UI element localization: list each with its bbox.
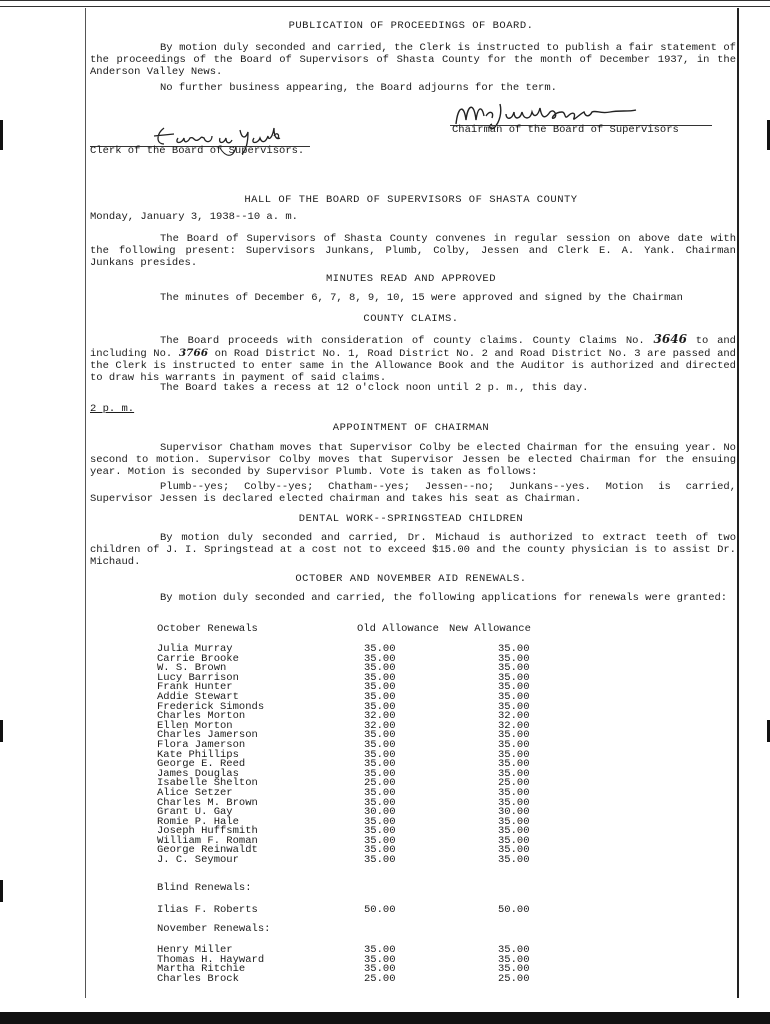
old-allowance: 35.00 xyxy=(364,729,396,742)
right-margin-rule xyxy=(737,8,739,998)
old-allowance: 35.00 xyxy=(364,953,396,966)
claims-text xyxy=(90,333,736,384)
renewal-name: Flora Jamerson xyxy=(157,738,246,751)
claims-text-c: on Road District No. 1, Road District No. 2 and Road District No. 3 are passed and the Clerk is instructed to enter same in the Allowance Book and the Auditor is authorized and directed to draw his warrants in payment of said claims. xyxy=(90,348,736,385)
new-allowance: 35.00 xyxy=(498,854,530,867)
old-allowance: 35.00 xyxy=(364,796,396,809)
renewal-name: W. S. Brown xyxy=(157,662,227,675)
pm-marker: 2 p. m. xyxy=(90,403,135,415)
old-allowance: 35.00 xyxy=(364,748,396,761)
claims-handwritten-number-2: 3766 xyxy=(178,347,209,360)
renewal-name: Romie P. Hale xyxy=(157,815,239,828)
col-header-new: New Allowance xyxy=(449,623,531,635)
adjourn-text: No further business appearing, the Board adjourns for the term. xyxy=(160,82,557,94)
new-allowance: 25.00 xyxy=(498,972,530,985)
old-allowance: 35.00 xyxy=(364,844,396,857)
old-allowance: 35.00 xyxy=(364,854,396,867)
renewal-name: Ilias F. Roberts xyxy=(157,904,258,916)
claims-handwritten-number: 3646 xyxy=(653,332,687,346)
old-allowance: 35.00 xyxy=(364,671,396,684)
new-allowance: 35.00 xyxy=(498,844,530,857)
chairman-text xyxy=(90,442,736,478)
publication-text xyxy=(90,42,736,78)
renewal-name: Charles Brock xyxy=(157,972,239,985)
claims-text-b: to and including No. xyxy=(90,335,736,361)
new-allowance: 35.00 xyxy=(498,748,530,761)
old-allowance: 35.00 xyxy=(364,690,396,703)
november-heading: November Renewals: xyxy=(157,923,271,935)
renewal-name: Grant U. Gay xyxy=(157,806,233,819)
old-allowance: 35.00 xyxy=(364,662,396,675)
chairman-heading: APPOINTMENT OF CHAIRMAN xyxy=(332,422,490,434)
new-allowance: 35.00 xyxy=(498,671,530,684)
renewal-name: Carrie Brooke xyxy=(157,652,239,665)
binding-mark xyxy=(0,880,3,902)
new-allowance: 35.00 xyxy=(498,963,530,976)
publication-heading: PUBLICATION OF PROCEEDINGS OF BOARD. xyxy=(288,20,534,32)
old-allowance: 32.00 xyxy=(364,719,396,732)
new-allowance: 35.00 xyxy=(498,738,530,751)
new-allowance: 35.00 xyxy=(498,681,530,694)
col-header-old: Old Allowance xyxy=(357,623,439,635)
new-allowance: 35.00 xyxy=(498,700,530,713)
binding-mark xyxy=(0,720,3,742)
renewal-name: William F. Roman xyxy=(157,834,258,847)
binding-mark xyxy=(0,120,3,150)
old-allowance: 35.00 xyxy=(364,825,396,838)
new-allowance: 35.00 xyxy=(498,690,530,703)
new-allowance: 35.00 xyxy=(498,662,530,675)
new-allowance: 35.00 xyxy=(498,758,530,771)
renewal-name: J. C. Seymour xyxy=(157,854,239,867)
renewal-name: George E. Reed xyxy=(157,758,246,771)
new-allowance: 35.00 xyxy=(498,953,530,966)
old-allowance: 50.00 xyxy=(364,904,396,916)
recess-text: The Board takes a recess at 12 o'clock noon until 2 p. m., this day. xyxy=(160,382,589,394)
new-allowance: 50.00 xyxy=(498,904,530,916)
new-allowance: 35.00 xyxy=(498,834,530,847)
renewal-name: Isabelle Shelton xyxy=(157,777,258,790)
old-allowance: 25.00 xyxy=(364,972,396,985)
new-allowance: 32.00 xyxy=(498,719,530,732)
renewal-name: Joseph Huffsmith xyxy=(157,825,258,838)
new-allowance: 35.00 xyxy=(498,825,530,838)
new-allowance: 35.00 xyxy=(498,767,530,780)
session-heading: HALL OF THE BOARD OF SUPERVISORS OF SHASTA COUNTY xyxy=(244,194,578,206)
minutes-text: The minutes of December 6, 7, 8, 9, 10, 15 were approved and signed by the Chairman xyxy=(160,292,683,304)
renewal-name: Alice Setzer xyxy=(157,786,233,799)
old-allowance: 35.00 xyxy=(364,786,396,799)
renewal-name: Frederick Simonds xyxy=(157,700,265,713)
chairman-text-body: Supervisor Chatham moves that Supervisor Colby be elected Chairman for the ensuing year. No second to motion. Supervisor Colby moves that Supervisor Jessen be elected Chairman for the ensuing year. Motion is seconded by Supervisor Plumb. Vote is taken as follows: xyxy=(90,442,736,479)
renewal-name: Charles Jamerson xyxy=(157,729,258,742)
new-allowance: 35.00 xyxy=(498,729,530,742)
old-allowance: 32.00 xyxy=(364,710,396,723)
new-allowance: 32.00 xyxy=(498,710,530,723)
renewal-name: Charles Morton xyxy=(157,710,246,723)
old-allowance: 35.00 xyxy=(364,700,396,713)
new-allowance: 35.00 xyxy=(498,796,530,809)
old-allowance: 35.00 xyxy=(364,652,396,665)
renewal-name: Henry Miller xyxy=(157,944,233,956)
old-allowance: 35.00 xyxy=(364,681,396,694)
renewal-name: Thomas H. Hayward xyxy=(157,953,265,966)
session-text-body: The Board of Supervisors of Shasta County convenes in regular session on above date with the following present: Supervisors Junkans, Plumb, Colby, Jessen and Clerk E. A. Yank. Chairman Junkans presides. xyxy=(90,233,736,270)
renewal-name: Martha Ritchie xyxy=(157,963,246,976)
minutes-heading: MINUTES READ AND APPROVED xyxy=(325,273,497,285)
aid-text-body: By motion duly seconded and carried, the following applications for renewals were granted: xyxy=(160,592,728,604)
session-text xyxy=(90,233,736,269)
renewal-name: Julia Murray xyxy=(157,643,233,655)
old-allowance: 35.00 xyxy=(364,963,396,976)
left-margin-rule xyxy=(85,8,86,998)
renewal-name: Addie Stewart xyxy=(157,690,239,703)
renewal-name: Frank Hunter xyxy=(157,681,233,694)
dental-heading: DENTAL WORK--SPRINGSTEAD CHILDREN xyxy=(298,513,524,525)
renewal-name: George Reinwaldt xyxy=(157,844,258,857)
new-allowance: 25.00 xyxy=(498,777,530,790)
aid-heading: OCTOBER AND NOVEMBER AID RENEWALS. xyxy=(295,573,527,585)
old-allowance: 35.00 xyxy=(364,767,396,780)
clerk-caption: Clerk of the Board of Supervisors. xyxy=(90,145,305,157)
vote-text xyxy=(90,481,736,505)
old-allowance: 35.00 xyxy=(364,738,396,751)
blind-heading: Blind Renewals: xyxy=(157,882,252,894)
new-allowance: 35.00 xyxy=(498,944,530,956)
renewal-name: Lucy Barrison xyxy=(157,671,239,684)
page-bottom-border xyxy=(0,1012,770,1024)
publication-text-body: By motion duly seconded and carried, the Clerk is instructed to publish a fair statement of the proceedings of the Board of Supervisors of Shasta County for the month of December 1937, in the Anderson Valley News. xyxy=(90,42,736,79)
new-allowance: 35.00 xyxy=(498,786,530,799)
col-header-name: October Renewals xyxy=(157,623,258,635)
new-allowance: 35.00 xyxy=(498,815,530,828)
renewal-name: Charles M. Brown xyxy=(157,796,258,809)
old-allowance: 35.00 xyxy=(364,643,396,655)
new-allowance: 35.00 xyxy=(498,652,530,665)
dental-text-body: By motion duly seconded and carried, Dr. Michaud is authorized to extract teeth of two children of J. I. Springstead at a cost not to exceed $15.00 and the county physician is to assist Dr. Michaud. xyxy=(90,532,736,569)
renewal-name: Kate Phillips xyxy=(157,748,239,761)
new-allowance: 30.00 xyxy=(498,806,530,819)
aid-text xyxy=(90,592,736,604)
old-allowance: 35.00 xyxy=(364,758,396,771)
old-allowance: 35.00 xyxy=(364,815,396,828)
page-top-border xyxy=(0,0,770,7)
old-allowance: 30.00 xyxy=(364,806,396,819)
old-allowance: 35.00 xyxy=(364,834,396,847)
vote-text-body: Plumb--yes; Colby--yes; Chatham--yes; Jessen--no; Junkans--yes. Motion is carried, Supervisor Jessen is declared elected chairman and takes his seat as Chairman. xyxy=(90,481,736,506)
session-date: Monday, January 3, 1938--10 a. m. xyxy=(90,211,298,223)
chairman-caption: Chairman of the Board of Supervisors xyxy=(452,124,679,136)
old-allowance: 25.00 xyxy=(364,777,396,790)
claims-text-a: The Board proceeds with consideration of county claims. County Claims No. xyxy=(160,335,645,347)
new-allowance: 35.00 xyxy=(498,643,530,655)
claims-heading: COUNTY CLAIMS. xyxy=(363,313,459,325)
old-allowance: 35.00 xyxy=(364,944,396,956)
renewal-name: Ellen Morton xyxy=(157,719,233,732)
renewal-name: James Douglas xyxy=(157,767,239,780)
dental-text xyxy=(90,532,736,568)
